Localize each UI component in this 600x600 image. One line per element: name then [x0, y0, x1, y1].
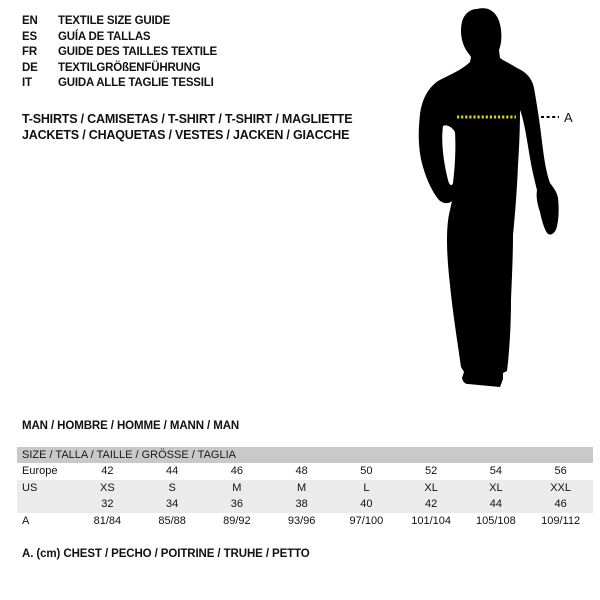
- table-cell: 34: [166, 498, 179, 510]
- table-cell: 105/108: [475, 514, 516, 527]
- table-cell: M: [232, 481, 242, 494]
- man-silhouette: [419, 8, 559, 387]
- table-cell: 85/88: [158, 514, 186, 527]
- language-row: [22, 45, 217, 61]
- table-row-label: A: [22, 514, 30, 527]
- table-cell: 81/84: [93, 514, 122, 527]
- size-table-rows: [17, 463, 593, 529]
- table-row: [17, 463, 593, 480]
- language-title: GUIDE DES TAILLES TEXTILE: [58, 46, 217, 58]
- table-cell: 56: [554, 465, 567, 477]
- table-cell: 54: [489, 465, 502, 477]
- table-cell: 97/100: [349, 514, 384, 527]
- table-row-label: Europe: [22, 465, 58, 477]
- size-table-header: SIZE / TALLA / TAILLE / GRÖSSE / TAGLIA: [17, 447, 593, 463]
- table-cell: 52: [425, 465, 438, 477]
- table-cell: XL: [489, 481, 503, 494]
- table-cell: 46: [230, 465, 243, 477]
- language-row: [22, 61, 217, 77]
- table-cell: M: [297, 481, 307, 494]
- language-list: [22, 14, 217, 92]
- table-cell: 89/92: [223, 514, 251, 527]
- table-cell: 93/96: [287, 514, 316, 527]
- table-cell: 40: [360, 498, 373, 510]
- garment-line-jackets: JACKETS / CHAQUETAS / VESTES / JACKEN / GIACCHE: [22, 128, 350, 142]
- table-cell: 48: [295, 465, 308, 477]
- language-title: TEXTILE SIZE GUIDE: [58, 15, 171, 27]
- language-code: DE: [22, 61, 38, 74]
- language-row: [22, 14, 217, 30]
- table-cell: 32: [101, 498, 114, 510]
- language-code: ES: [22, 30, 37, 43]
- table-row-label: [17, 496, 75, 513]
- table-row: [17, 513, 593, 530]
- language-code: IT: [22, 77, 32, 89]
- language-title: TEXTILGRÖßENFÜHRUNG: [58, 61, 201, 74]
- table-cell: 44: [489, 498, 502, 510]
- footer-note: A. (cm) CHEST / PECHO / POITRINE / TRUHE / PETTO: [22, 548, 310, 560]
- language-title: GUÍA DE TALLAS: [58, 30, 151, 43]
- table-cell: 38: [295, 498, 308, 510]
- table-row: [17, 480, 593, 497]
- measure-label-a: A: [564, 110, 573, 125]
- language-row: [22, 76, 217, 92]
- table-cell: XS: [100, 481, 115, 494]
- table-cell: S: [168, 481, 176, 494]
- table-row-label: US: [22, 481, 38, 494]
- language-code: FR: [22, 46, 37, 58]
- table-row: [17, 496, 593, 513]
- table-cell: XL: [424, 481, 438, 494]
- table-cell: 50: [360, 465, 373, 477]
- language-code: EN: [22, 15, 38, 27]
- table-cell: 36: [230, 498, 243, 510]
- man-figure: [400, 5, 578, 390]
- table-cell: 42: [425, 498, 438, 510]
- language-row: [22, 30, 217, 46]
- language-title: GUIDA ALLE TAGLIE TESSILI: [58, 77, 214, 89]
- section-title: MAN / HOMBRE / HOMME / MANN / MAN: [22, 420, 240, 432]
- table-cell: 42: [101, 465, 114, 477]
- table-cell: 101/104: [411, 514, 451, 527]
- table-cell: 44: [166, 465, 179, 477]
- table-cell: 109/112: [541, 514, 581, 527]
- garment-type-lines: [22, 111, 352, 143]
- garment-line-tshirts: T-SHIRTS / CAMISETAS / T-SHIRT / T-SHIRT / MAGLIETTE: [22, 112, 353, 126]
- table-cell: XXL: [550, 481, 572, 494]
- size-table: [17, 447, 593, 529]
- table-cell: 46: [554, 498, 567, 510]
- table-cell: L: [363, 481, 370, 494]
